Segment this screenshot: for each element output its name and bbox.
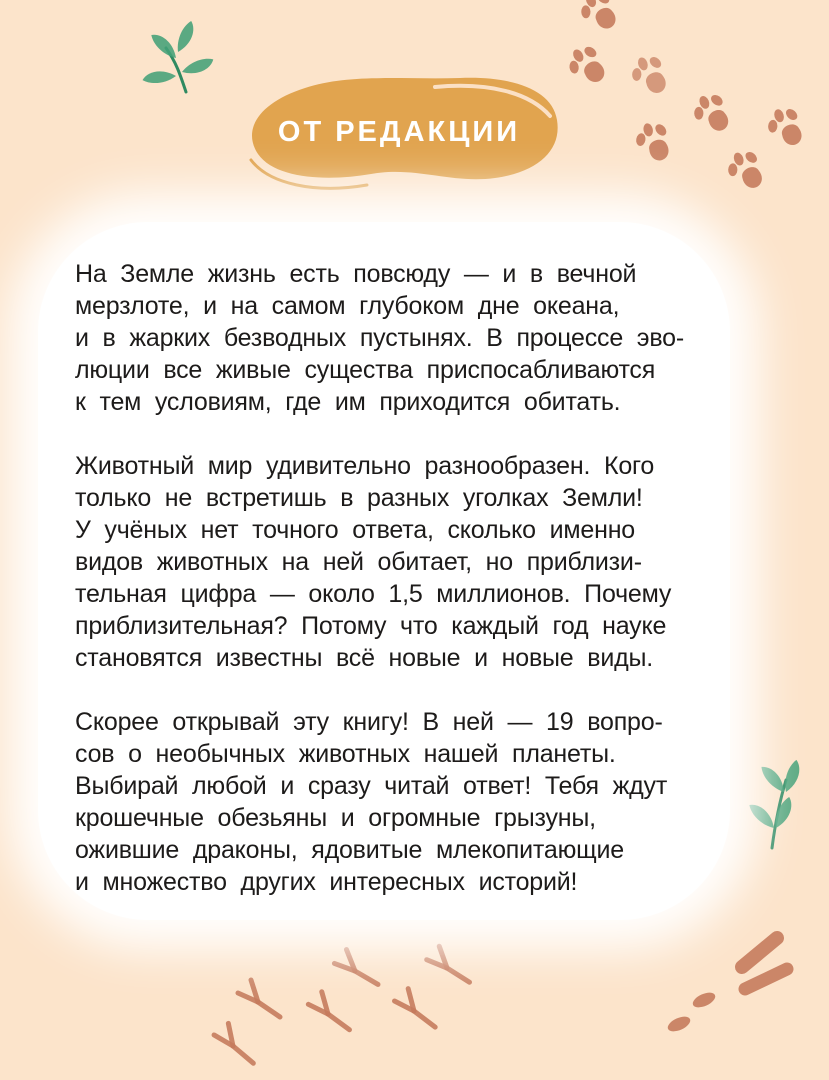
paragraph — [75, 258, 723, 418]
text-line: и множество других интересных историй! — [75, 868, 578, 896]
text-line: только не встретишь в разных уголках Земли! — [75, 484, 643, 512]
editorial-text — [75, 258, 723, 898]
paragraph — [75, 450, 723, 674]
text-line: люции все живые существа приспосабливаются — [75, 356, 656, 384]
text-line: Скорее открывай эту книгу! В ней — 19 вопро- — [75, 708, 663, 736]
text-line: сов о необычных животных нашей планеты. — [75, 740, 616, 768]
section-title-badge — [235, 66, 570, 211]
text-line: Выбирай любой и сразу читай ответ! Тебя ждут — [75, 772, 668, 800]
text-line: видов животных на ней обитает, но приблизи- — [75, 548, 642, 576]
text-line: Животный мир удивительно разнообразен. Кого — [75, 452, 655, 480]
text-line: приблизительная? Потому что каждый год науке — [75, 612, 667, 640]
text-line: к тем условиям, где им приходится обитать. — [75, 388, 621, 416]
paragraph — [75, 706, 723, 898]
text-line: ожившие драконы, ядовитые млекопитающие — [75, 836, 624, 864]
text-line: На Земле жизнь есть повсюду — и в вечной — [75, 260, 637, 288]
bird-footprints-icon — [212, 945, 470, 1063]
page-title: ОТ РЕДАКЦИИ — [277, 115, 521, 148]
text-line: и в жарких безводных пустынях. В процессе эво- — [75, 324, 684, 352]
leaf-sprig-top-left-icon — [142, 20, 215, 92]
text-line: становятся известны всё новые и новые виды. — [75, 644, 654, 672]
hoof-print-icon — [666, 938, 787, 1034]
leaf-sprig-right-icon — [748, 759, 806, 848]
text-line: мерзлоте, и на самом глубоком дне океана, — [75, 292, 620, 320]
paw-prints-icon — [560, 0, 809, 196]
text-line: тельная цифра — около 1,5 миллионов. Почему — [75, 580, 672, 608]
text-line: У учёных нет точного ответа, сколько именно — [75, 516, 635, 544]
text-line: крошечные обезьяны и огромные грызуны, — [75, 804, 596, 832]
